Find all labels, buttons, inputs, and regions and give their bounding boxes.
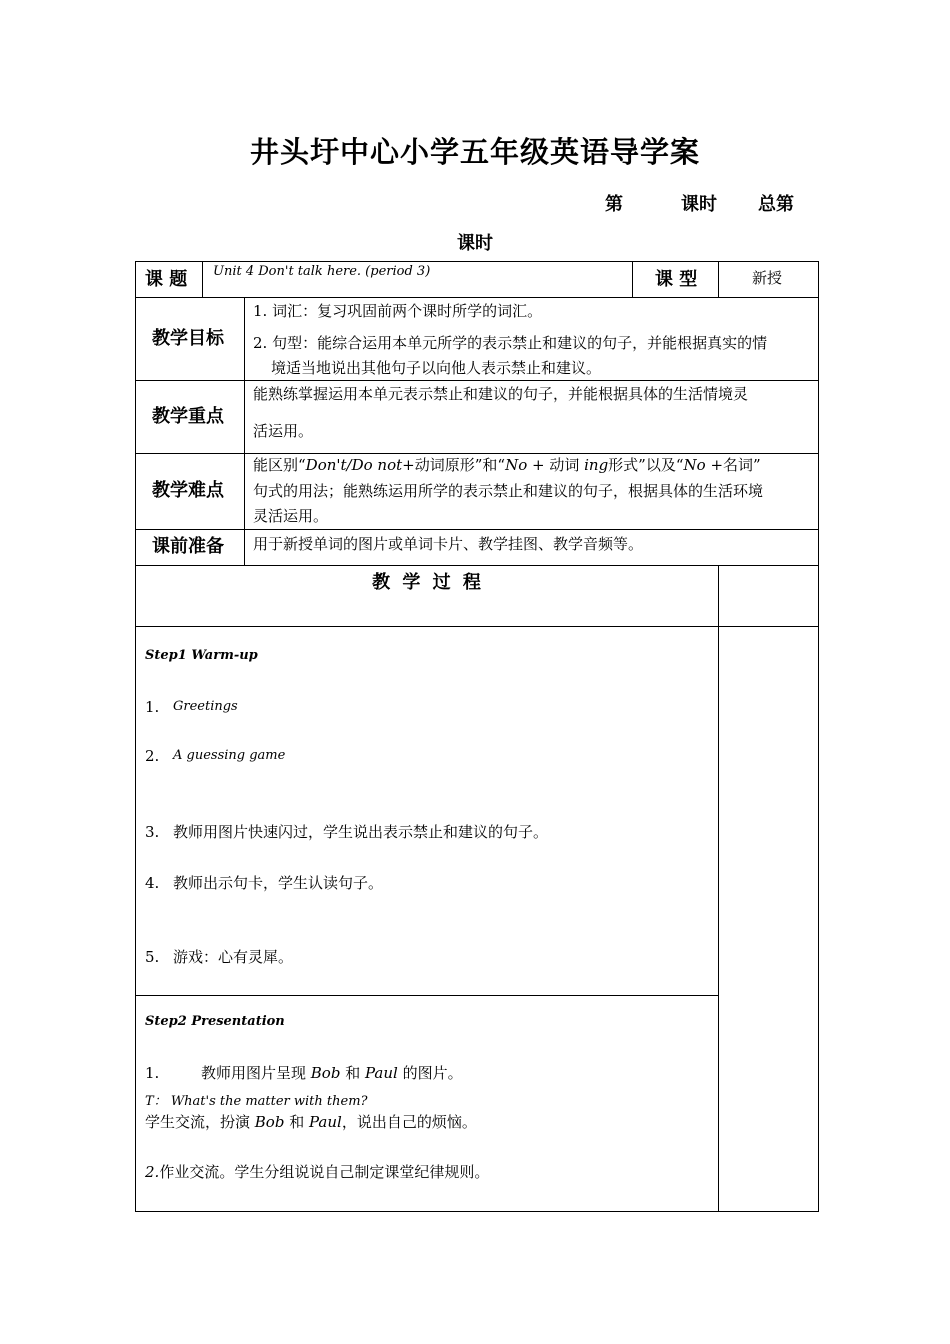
type-value: 新授 bbox=[752, 269, 783, 287]
step1-item-5: 游戏：心有灵犀。 bbox=[173, 948, 294, 966]
difficulties-line-3: 灵活运用。 bbox=[253, 507, 329, 525]
topic-label: 课 题 bbox=[145, 269, 188, 290]
goal-item-2-cont: 境适当地说出其他句子以向他人表示禁止和建议。 bbox=[271, 359, 602, 377]
step2-teacher-question: T： What's the matter with them? bbox=[145, 1094, 368, 1109]
prep-label: 课前准备 bbox=[152, 536, 224, 557]
step1-num-1: 1. bbox=[145, 698, 160, 716]
document-title: 井头圩中心小学五年级英语导学案 bbox=[249, 135, 700, 169]
goal-item-1: 1. 词汇：复习巩固前两个课时所学的词汇。 bbox=[253, 302, 543, 320]
step2-title: Step2 Presentation bbox=[145, 1014, 285, 1029]
total-period-number-label: 总第 bbox=[758, 194, 794, 215]
total-period-label: 课时 bbox=[457, 233, 493, 254]
difficulties-label: 教学难点 bbox=[152, 480, 224, 501]
goals-label: 教学目标 bbox=[152, 328, 224, 349]
prep-value: 用于新授单词的图片或单词卡片、教学挂图、教学音频等。 bbox=[253, 535, 644, 553]
step1-title: Step1 Warm-up bbox=[145, 648, 258, 663]
step1-item-2: A guessing game bbox=[173, 748, 286, 763]
goal-item-2: 2. 句型：能综合运用本单元所学的表示禁止和建议的句子，并能根据真实的情 bbox=[253, 334, 768, 352]
step1-num-5: 5. bbox=[145, 948, 160, 966]
step2-student-activity: 学生交流，扮演 Bob 和 Paul，说出自己的烦恼。 bbox=[145, 1113, 477, 1131]
step2-item-2: 2.作业交流。学生分组说说自己制定课堂纪律规则。 bbox=[145, 1163, 490, 1181]
process-header: 教 学 过 程 bbox=[372, 572, 481, 593]
step1-item-1: Greetings bbox=[173, 699, 238, 714]
step1-num-4: 4. bbox=[145, 874, 160, 892]
period-label: 课时 bbox=[681, 194, 717, 215]
step2-item-1: 教师用图片呈现 Bob 和 Paul 的图片。 bbox=[201, 1064, 463, 1082]
difficulties-line-2: 句式的用法；能熟练运用所学的表示禁止和建议的句子，根据具体的生活环境 bbox=[253, 482, 764, 500]
step1-num-2: 2. bbox=[145, 747, 160, 765]
key-points-line-2: 活运用。 bbox=[253, 422, 314, 440]
step1-item-3: 教师用图片快速闪过，学生说出表示禁止和建议的句子。 bbox=[173, 823, 549, 841]
step1-num-3: 3. bbox=[145, 823, 160, 841]
period-number-label: 第 bbox=[605, 194, 623, 215]
lesson-plan-table bbox=[135, 261, 819, 1212]
key-points-label: 教学重点 bbox=[152, 406, 224, 427]
step1-item-4: 教师出示句卡，学生认读句子。 bbox=[173, 874, 384, 892]
step2-num-1: 1. bbox=[145, 1064, 160, 1082]
key-points-line-1: 能熟练掌握运用本单元表示禁止和建议的句子，并能根据具体的生活情境灵 bbox=[253, 385, 749, 403]
difficulties-line-1: 能区别“Don't/Do not+动词原形”和“No + 动词 ing形式”以及“No +名词” bbox=[253, 456, 761, 474]
topic-value: Unit 4 Don't talk here. (period 3) bbox=[213, 264, 431, 279]
type-label: 课 型 bbox=[655, 269, 698, 290]
